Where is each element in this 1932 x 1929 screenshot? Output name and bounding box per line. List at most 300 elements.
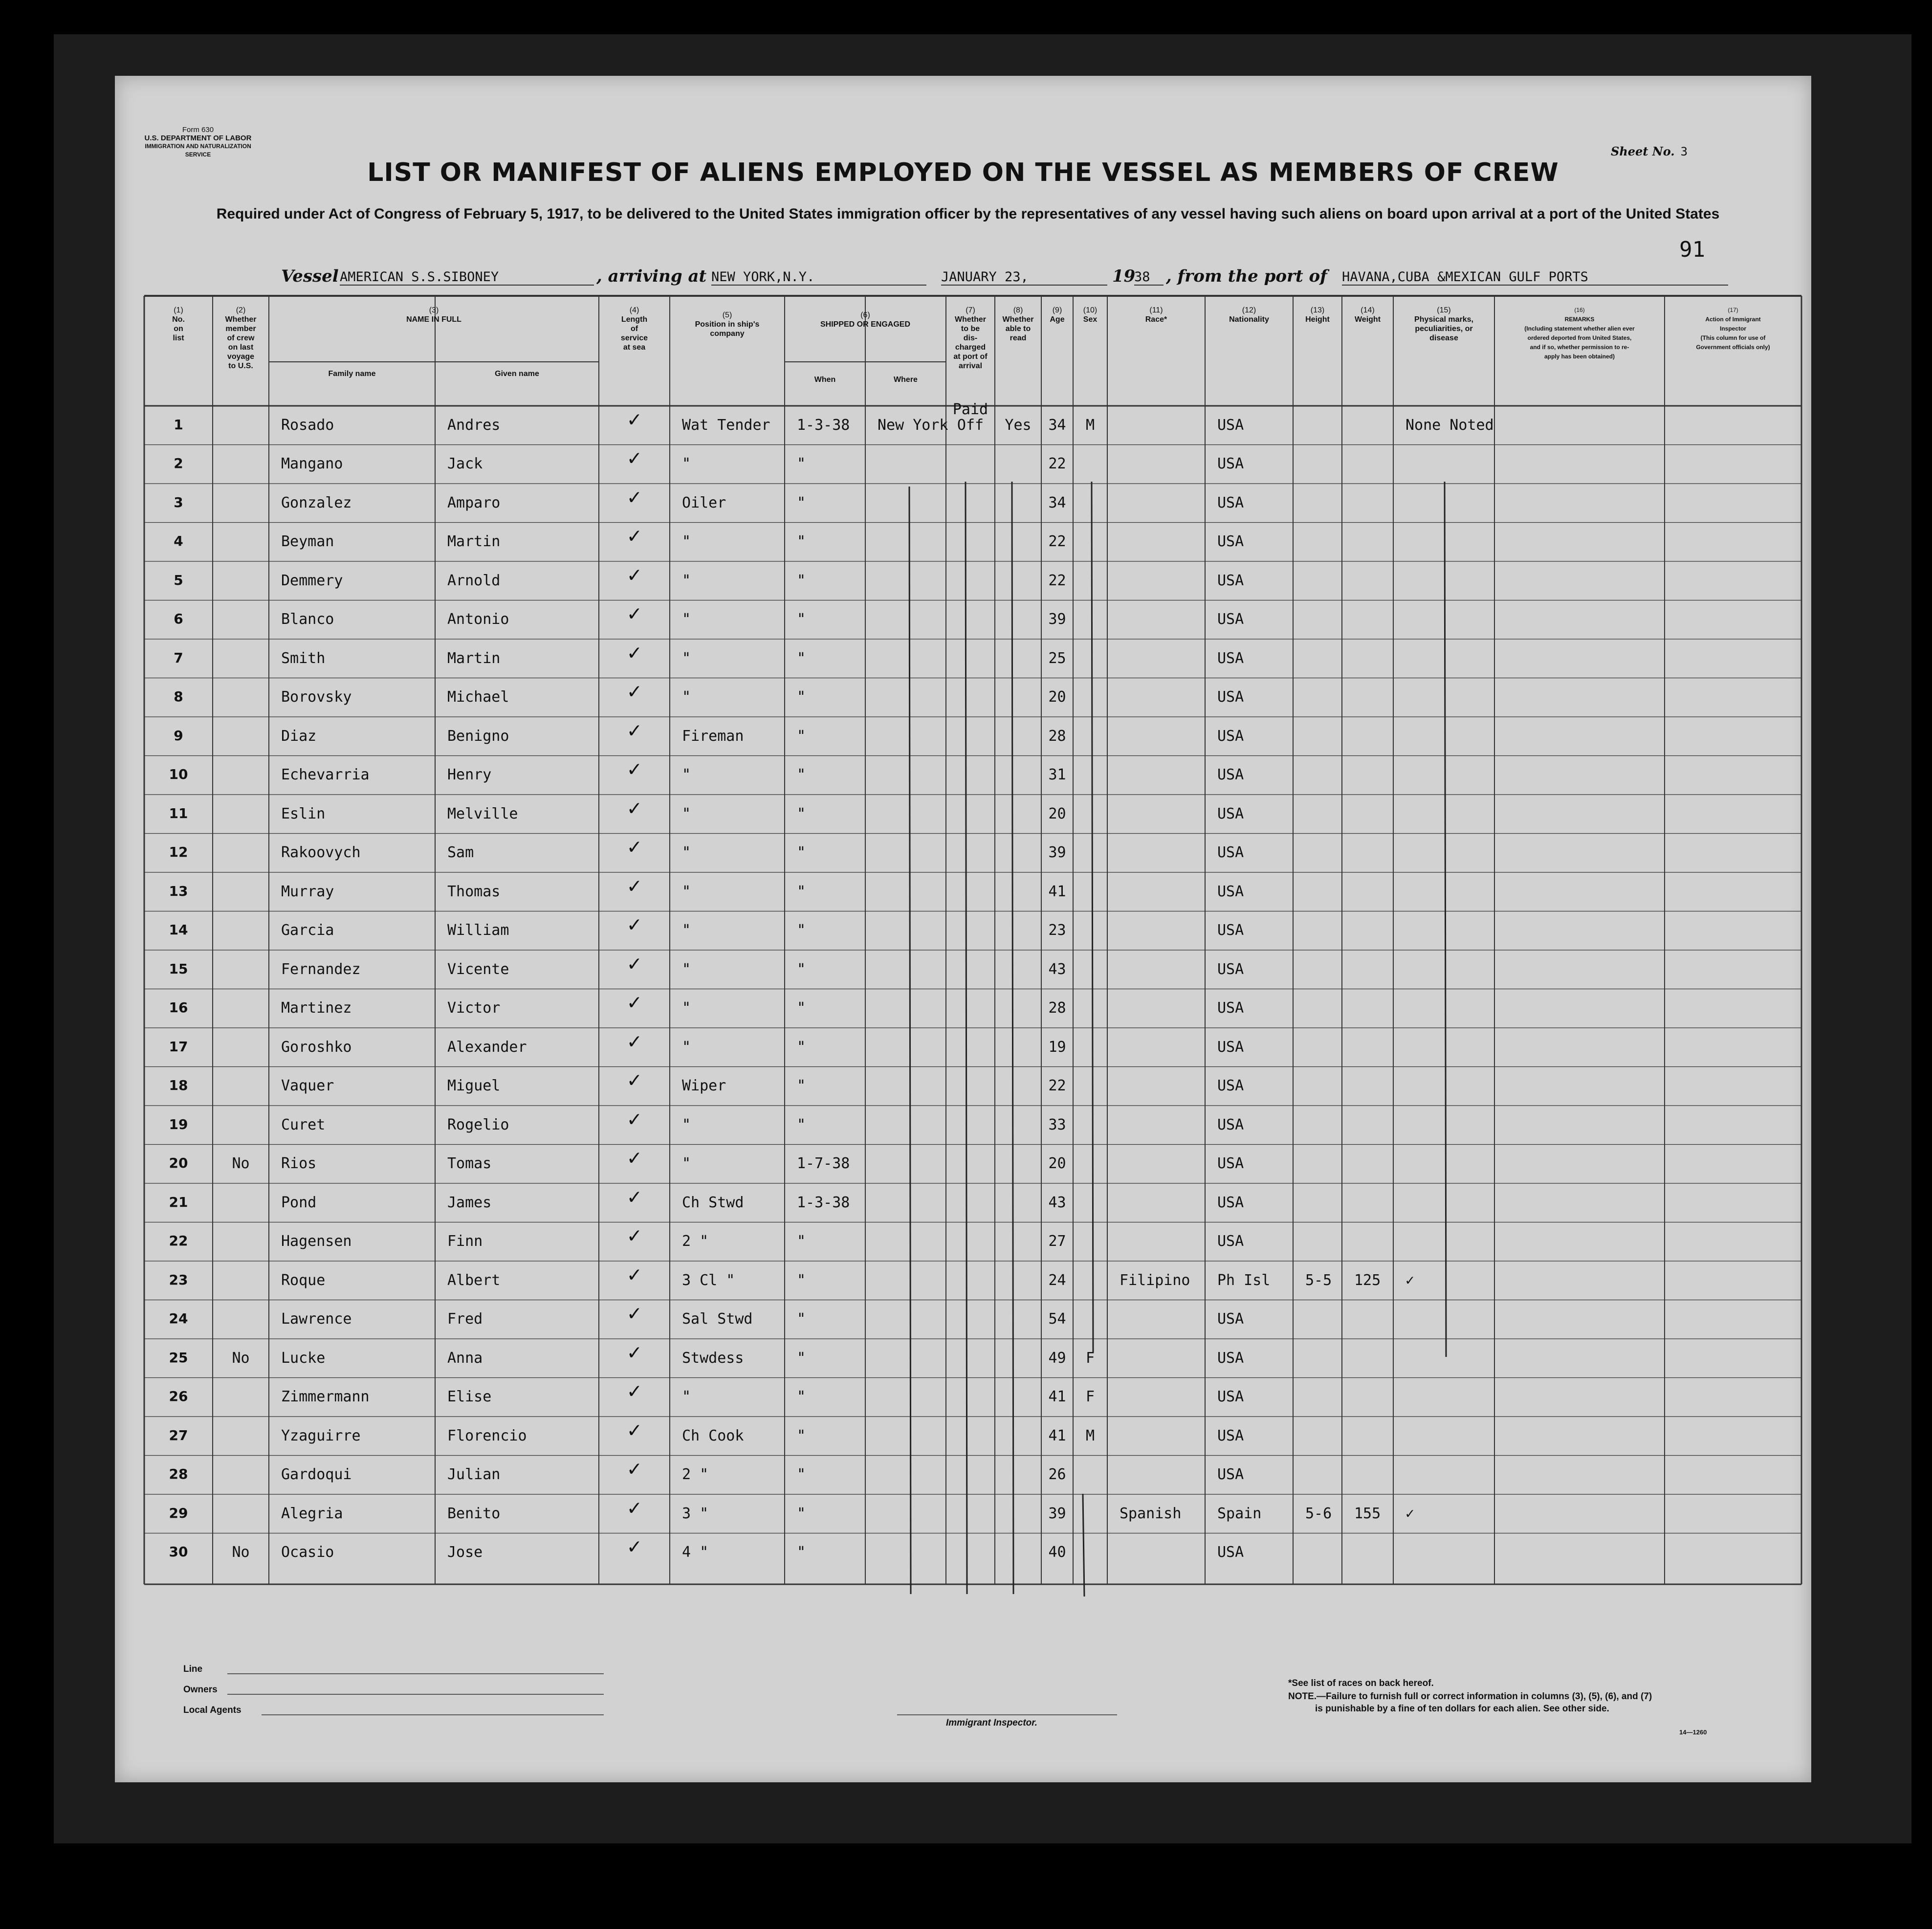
row-28-age: 26 — [1048, 1466, 1066, 1484]
form-department: U.S. DEPARTMENT OF LABOR — [144, 134, 252, 142]
row-22-family: Hagensen — [281, 1233, 352, 1250]
row-12-when: " — [797, 844, 806, 862]
row-21-nationality: USA — [1217, 1194, 1244, 1211]
row-4-when: " — [797, 533, 806, 551]
row-14-age: 23 — [1048, 922, 1066, 939]
row-2-when: " — [797, 455, 806, 473]
row-3-no: 3 — [174, 494, 183, 510]
row-21-position: Ch Stwd — [682, 1194, 744, 1211]
row-27-when: " — [797, 1427, 806, 1444]
row-30-position: 4 " — [682, 1544, 709, 1561]
row-22-position: 2 " — [682, 1233, 709, 1250]
row-15-nationality: USA — [1217, 960, 1244, 978]
row-6-age: 39 — [1048, 611, 1066, 628]
row-1-service: ✓ — [628, 406, 641, 432]
row-1-when: 1-3-38 — [797, 416, 850, 434]
row-8-no: 8 — [174, 688, 183, 705]
year-prefix: 19 — [1112, 266, 1136, 286]
header-c10: (10) Sex — [1083, 306, 1098, 324]
row-20-position: " — [682, 1155, 691, 1173]
row-22-given: Finn — [447, 1233, 483, 1250]
row-12-no: 12 — [169, 844, 188, 861]
row-4-position: " — [682, 533, 691, 551]
header-c3: (3) NAME IN FULL — [406, 306, 461, 324]
header-c6a: When — [814, 376, 836, 384]
row-24-no: 24 — [169, 1310, 188, 1327]
row-3-family: Gonzalez — [281, 494, 352, 511]
row-20-no: 20 — [169, 1155, 188, 1172]
row-24-age: 54 — [1048, 1310, 1066, 1328]
row-8-service: ✓ — [628, 679, 641, 704]
row-25-when: " — [797, 1349, 806, 1367]
row-14-when: " — [797, 922, 806, 939]
row-30-age: 40 — [1048, 1544, 1066, 1561]
row-18-no: 18 — [169, 1077, 188, 1094]
row-10-when: " — [797, 766, 806, 784]
sheet-label: Sheet No. — [1611, 144, 1675, 158]
row-9-service: ✓ — [628, 717, 641, 743]
row-25-position: Stwdess — [682, 1349, 744, 1367]
from-value: HAVANA,CUBA &MEXICAN GULF PORTS — [1342, 269, 1728, 286]
row-25-prev: No — [232, 1349, 250, 1367]
row-29-no: 29 — [169, 1505, 188, 1521]
row-27-nationality: USA — [1217, 1427, 1244, 1444]
row-28-given: Julian — [447, 1466, 501, 1484]
row-13-family: Murray — [281, 883, 334, 900]
row-11-no: 11 — [169, 805, 188, 821]
row-21-when: 1-3-38 — [797, 1194, 850, 1211]
row-17-age: 19 — [1048, 1038, 1066, 1056]
row-18-when: " — [797, 1077, 806, 1095]
row-28-no: 28 — [169, 1466, 188, 1483]
header-c15: (15) Physical marks, peculiarities, or disease — [1414, 306, 1473, 342]
row-9-no: 9 — [174, 727, 183, 744]
row-27-sex: M — [1085, 1427, 1095, 1444]
row-14-family: Garcia — [281, 922, 334, 939]
row-3-age: 34 — [1048, 494, 1066, 511]
row-14-position: " — [682, 922, 691, 939]
row-12-given: Sam — [447, 844, 474, 862]
row-28-service: ✓ — [628, 1456, 641, 1482]
row-11-nationality: USA — [1217, 805, 1244, 822]
row-21-given: James — [447, 1194, 492, 1211]
row-27-position: Ch Cook — [682, 1427, 744, 1444]
row-1-sex: M — [1085, 416, 1095, 434]
row-8-family: Borovsky — [281, 688, 352, 706]
row-1-where: New York — [878, 416, 948, 434]
row-10-family: Echevarria — [281, 766, 370, 784]
row-8-age: 20 — [1048, 688, 1066, 706]
form-number: Form 630 — [182, 126, 214, 134]
row-30-when: " — [797, 1544, 806, 1561]
row-17-no: 17 — [169, 1038, 188, 1055]
header-c11: (11) Race* — [1145, 306, 1167, 324]
row-1-given: Andres — [447, 416, 501, 434]
row-20-age: 20 — [1048, 1155, 1066, 1173]
row-16-position: " — [682, 999, 691, 1017]
row-27-no: 27 — [169, 1427, 188, 1443]
row-11-family: Eslin — [281, 805, 326, 822]
row-30-family: Ocasio — [281, 1544, 334, 1561]
row-1-family: Rosado — [281, 416, 334, 434]
row-16-no: 16 — [169, 999, 188, 1016]
header-c1: (1) No. on list — [172, 306, 185, 342]
arriving-value: NEW YORK,N.Y. — [711, 269, 926, 286]
row-14-nationality: USA — [1217, 922, 1244, 939]
row-7-when: " — [797, 649, 806, 667]
row-24-family: Lawrence — [281, 1310, 352, 1328]
row-12-family: Rakoovych — [281, 844, 361, 862]
header-c12: (12) Nationality — [1229, 306, 1269, 324]
row-17-given: Alexander — [447, 1038, 527, 1056]
row-13-service: ✓ — [628, 873, 641, 898]
row-29-when: " — [797, 1505, 806, 1522]
header-c8: (8) Whether able to read — [1002, 306, 1034, 342]
row-25-given: Anna — [447, 1349, 483, 1367]
row-16-service: ✓ — [628, 990, 641, 1015]
row-28-when: " — [797, 1466, 806, 1484]
row-21-service: ✓ — [628, 1184, 641, 1209]
row-23-age: 24 — [1048, 1271, 1066, 1289]
row-2-no: 2 — [174, 455, 183, 472]
row-30-prev: No — [232, 1544, 250, 1561]
row-29-age: 39 — [1048, 1505, 1066, 1522]
header-c6b: Where — [894, 376, 918, 384]
row-22-no: 22 — [169, 1233, 188, 1249]
row-2-given: Jack — [447, 455, 483, 473]
row-1-age: 34 — [1048, 416, 1066, 434]
row-13-when: " — [797, 883, 806, 900]
row-19-no: 19 — [169, 1116, 188, 1132]
row-10-no: 10 — [169, 766, 188, 783]
row-5-age: 22 — [1048, 572, 1066, 589]
row-25-family: Lucke — [281, 1349, 326, 1367]
row-11-given: Melville — [447, 805, 518, 822]
row-23-family: Roque — [281, 1271, 326, 1289]
row-22-age: 27 — [1048, 1233, 1066, 1250]
row-9-age: 28 — [1048, 727, 1066, 745]
row-10-nationality: USA — [1217, 766, 1244, 784]
row-25-age: 49 — [1048, 1349, 1066, 1367]
row-24-service: ✓ — [628, 1301, 641, 1326]
row-28-family: Gardoqui — [281, 1466, 352, 1484]
row-18-position: Wiper — [682, 1077, 726, 1095]
row-24-position: Sal Stwd — [682, 1310, 753, 1328]
row-23-race: Filipino — [1120, 1271, 1190, 1289]
from-label: , from the port of — [1166, 266, 1327, 286]
row-5-nationality: USA — [1217, 572, 1244, 589]
header-c16: (16) REMARKS (Including statement whether alien ever ordered deported from United States, and if so, whether permission to re- apply has been obtained) — [1524, 307, 1635, 360]
row-7-given: Martin — [447, 649, 501, 667]
row-20-family: Rios — [281, 1155, 317, 1173]
row-20-nationality: USA — [1217, 1155, 1244, 1173]
row-5-when: " — [797, 572, 806, 589]
row-2-family: Mangano — [281, 455, 343, 473]
row-23-nationality: Ph Isl — [1217, 1271, 1271, 1289]
local-agents-label: Local Agents — [183, 1705, 242, 1715]
row-21-family: Pond — [281, 1194, 317, 1211]
row-13-position: " — [682, 883, 691, 900]
row-29-marks: ✓ — [1405, 1505, 1415, 1522]
row-15-age: 43 — [1048, 960, 1066, 978]
row-23-service: ✓ — [628, 1262, 641, 1287]
row-4-age: 22 — [1048, 533, 1066, 551]
row-11-when: " — [797, 805, 806, 822]
row-1-nationality: USA — [1217, 416, 1244, 434]
row-27-age: 41 — [1048, 1427, 1066, 1444]
row-18-service: ✓ — [628, 1067, 641, 1093]
row-20-prev: No — [232, 1155, 250, 1173]
row-17-service: ✓ — [628, 1028, 641, 1054]
races-note: *See list of races on back hereof. — [1288, 1678, 1434, 1688]
header-c6: (6) SHIPPED OR ENGAGED — [820, 311, 911, 329]
header-c5: (5) Position in ship's company — [695, 311, 760, 338]
vessel-label: Vessel — [281, 266, 339, 286]
row-29-service: ✓ — [628, 1495, 641, 1520]
vessel-value: AMERICAN S.S.SIBONEY — [340, 269, 594, 286]
line-label: Line — [183, 1664, 203, 1674]
row-8-when: " — [797, 688, 806, 706]
page-subtitle: Required under Act of Congress of February 5, 1917, to be delivered to the United States immigration officer by the representatives of any vessel having such aliens on board upon arrival at a port of the United States — [216, 206, 1720, 222]
row-12-position: " — [682, 844, 691, 862]
row-3-nationality: USA — [1217, 494, 1244, 511]
row-25-no: 25 — [169, 1349, 188, 1366]
row-9-given: Benigno — [447, 727, 509, 745]
row-18-age: 22 — [1048, 1077, 1066, 1095]
row-20-given: Tomas — [447, 1155, 492, 1173]
row-19-position: " — [682, 1116, 691, 1133]
page-title: LIST OR MANIFEST OF ALIENS EMPLOYED ON THE VESSEL AS MEMBERS OF CREW — [367, 158, 1559, 187]
row-15-service: ✓ — [628, 951, 641, 976]
row-30-no: 30 — [169, 1544, 188, 1560]
row-5-service: ✓ — [628, 562, 641, 587]
row-4-no: 4 — [174, 533, 183, 550]
header-c3a: Family name — [328, 370, 376, 378]
row-29-position: 3 " — [682, 1505, 709, 1522]
inspector-label: Immigrant Inspector. — [946, 1718, 1037, 1728]
form-service: IMMIGRATION AND NATURALIZATION SERVICE — [145, 143, 251, 158]
row-29-height: 5-6 — [1305, 1505, 1332, 1522]
row-26-position: " — [682, 1388, 691, 1406]
row-26-no: 26 — [169, 1388, 188, 1405]
row-3-service: ✓ — [628, 484, 641, 510]
row-26-sex: F — [1085, 1388, 1095, 1406]
form-code: 14—1260 — [1679, 1729, 1707, 1736]
row-16-nationality: USA — [1217, 999, 1244, 1017]
row-1-marks: None Noted — [1405, 416, 1494, 434]
header-c7: (7) Whether to be dis- charged at port of arrival — [953, 306, 988, 370]
header-c13: (13) Height — [1305, 306, 1330, 324]
row-23-height: 5-5 — [1305, 1271, 1332, 1289]
row-7-age: 25 — [1048, 649, 1066, 667]
row-5-position: " — [682, 572, 691, 589]
row-6-no: 6 — [174, 611, 183, 627]
arrival-date: JANUARY 23, — [941, 269, 1107, 286]
row-26-nationality: USA — [1217, 1388, 1244, 1406]
row-10-age: 31 — [1048, 766, 1066, 784]
row-21-age: 43 — [1048, 1194, 1066, 1211]
row-17-nationality: USA — [1217, 1038, 1244, 1056]
row-7-no: 7 — [174, 649, 183, 666]
row-20-service: ✓ — [628, 1145, 641, 1171]
row-27-family: Yzaguirre — [281, 1427, 361, 1444]
row-26-family: Zimmermann — [281, 1388, 370, 1406]
row-29-weight: 155 — [1354, 1505, 1381, 1522]
row-22-when: " — [797, 1233, 806, 1250]
row-23-position: 3 Cl " — [682, 1271, 735, 1289]
row-10-position: " — [682, 766, 691, 784]
row-6-given: Antonio — [447, 611, 509, 628]
row-16-when: " — [797, 999, 806, 1017]
row-7-family: Smith — [281, 649, 326, 667]
row-20-when: 1-7-38 — [797, 1155, 850, 1173]
row-24-nationality: USA — [1217, 1310, 1244, 1328]
row-17-when: " — [797, 1038, 806, 1056]
row-11-age: 20 — [1048, 805, 1066, 822]
row-14-service: ✓ — [628, 912, 641, 937]
row-13-given: Thomas — [447, 883, 501, 900]
row-6-nationality: USA — [1217, 611, 1244, 628]
row-26-given: Elise — [447, 1388, 492, 1406]
row-15-family: Fernandez — [281, 960, 361, 978]
row-7-service: ✓ — [628, 640, 641, 665]
row-6-when: " — [797, 611, 806, 628]
row-7-nationality: USA — [1217, 649, 1244, 667]
row-7-position: " — [682, 649, 691, 667]
row-1-position: Wat Tender — [682, 416, 770, 434]
header-c9: (9) Age — [1050, 306, 1065, 324]
row-16-family: Martinez — [281, 999, 352, 1017]
row-11-service: ✓ — [628, 795, 641, 820]
row-15-position: " — [682, 960, 691, 978]
row-5-family: Demmery — [281, 572, 343, 589]
row-8-nationality: USA — [1217, 688, 1244, 706]
row-29-family: Alegria — [281, 1505, 343, 1522]
row-18-family: Vaquer — [281, 1077, 334, 1095]
row-6-position: " — [682, 611, 691, 628]
row-9-position: Fireman — [682, 727, 744, 745]
row-8-given: Michael — [447, 688, 509, 706]
row-1-read: Yes — [1005, 416, 1032, 434]
row-2-nationality: USA — [1217, 455, 1244, 473]
row-8-position: " — [682, 688, 691, 706]
row-3-when: " — [797, 494, 806, 511]
row-18-given: Miguel — [447, 1077, 501, 1095]
header-c3b: Given name — [495, 370, 539, 378]
row-28-position: 2 " — [682, 1466, 709, 1484]
row-25-service: ✓ — [628, 1339, 641, 1365]
row-5-no: 5 — [174, 572, 183, 588]
row-1-discharged: Paid Off — [952, 400, 988, 434]
arriving-label: , arriving at — [596, 266, 707, 286]
row-29-given: Benito — [447, 1505, 501, 1522]
row-22-service: ✓ — [628, 1223, 641, 1248]
row-3-position: Oiler — [682, 494, 726, 511]
row-17-position: " — [682, 1038, 691, 1056]
row-27-given: Florencio — [447, 1427, 527, 1444]
row-6-family: Blanco — [281, 611, 334, 628]
row-4-nationality: USA — [1217, 533, 1244, 551]
row-23-when: " — [797, 1271, 806, 1289]
row-12-service: ✓ — [628, 834, 641, 860]
row-4-given: Martin — [447, 533, 501, 551]
page-number: 91 — [1679, 237, 1705, 262]
row-12-age: 39 — [1048, 844, 1066, 862]
row-23-given: Albert — [447, 1271, 501, 1289]
year-value: 38 — [1134, 269, 1164, 286]
row-23-no: 23 — [169, 1271, 188, 1288]
row-25-nationality: USA — [1217, 1349, 1244, 1367]
row-9-nationality: USA — [1217, 727, 1244, 745]
row-26-service: ✓ — [628, 1378, 641, 1404]
row-24-when: " — [797, 1310, 806, 1328]
penalty-note: NOTE.—Failure to furnish full or correct information in columns (3), (5), (6), and (7) — [1288, 1691, 1652, 1702]
row-4-service: ✓ — [628, 523, 641, 549]
row-1-no: 1 — [174, 416, 183, 433]
row-30-service: ✓ — [628, 1534, 641, 1559]
row-29-nationality: Spain — [1217, 1505, 1262, 1522]
row-3-given: Amparo — [447, 494, 501, 511]
row-12-nationality: USA — [1217, 844, 1244, 862]
row-29-race: Spanish — [1120, 1505, 1182, 1522]
row-27-service: ✓ — [628, 1417, 641, 1442]
row-5-given: Arnold — [447, 572, 501, 589]
row-26-age: 41 — [1048, 1388, 1066, 1406]
row-10-service: ✓ — [628, 756, 641, 782]
row-23-weight: 125 — [1354, 1271, 1381, 1289]
row-17-family: Goroshko — [281, 1038, 352, 1056]
row-19-when: " — [797, 1116, 806, 1133]
row-4-family: Beyman — [281, 533, 334, 551]
row-19-service: ✓ — [628, 1106, 641, 1131]
row-2-age: 22 — [1048, 455, 1066, 473]
header-c17: (17) Action of Immigrant Inspector (This column for use of Government officials only) — [1696, 307, 1770, 351]
header-c2: (2) Whether member of crew on last voyage to U.S. — [225, 306, 257, 370]
owners-label: Owners — [183, 1685, 218, 1695]
row-30-given: Jose — [447, 1544, 483, 1561]
row-13-no: 13 — [169, 883, 188, 899]
row-25-sex: F — [1085, 1349, 1095, 1367]
row-19-age: 33 — [1048, 1116, 1066, 1133]
header-c14: (14) Weight — [1354, 306, 1381, 324]
row-15-no: 15 — [169, 960, 188, 977]
row-15-when: " — [797, 960, 806, 978]
row-18-nationality: USA — [1217, 1077, 1244, 1095]
row-24-given: Fred — [447, 1310, 483, 1328]
row-13-age: 41 — [1048, 883, 1066, 900]
manifest-page — [115, 76, 1811, 1782]
row-28-nationality: USA — [1217, 1466, 1244, 1484]
row-10-given: Henry — [447, 766, 492, 784]
row-22-nationality: USA — [1217, 1233, 1244, 1250]
row-19-nationality: USA — [1217, 1116, 1244, 1133]
row-6-service: ✓ — [628, 601, 641, 626]
row-16-given: Victor — [447, 999, 501, 1017]
header-c4: (4) Length of service at sea — [620, 306, 648, 352]
row-19-family: Curet — [281, 1116, 326, 1133]
row-19-given: Rogelio — [447, 1116, 509, 1133]
row-14-given: William — [447, 922, 509, 939]
row-9-family: Diaz — [281, 727, 317, 745]
penalty-note-cont: is punishable by a fine of ten dollars for each alien. See other side. — [1315, 1704, 1609, 1714]
row-21-no: 21 — [169, 1194, 188, 1210]
row-14-no: 14 — [169, 922, 188, 938]
row-9-when: " — [797, 727, 806, 745]
row-2-position: " — [682, 455, 691, 473]
row-23-marks: ✓ — [1405, 1271, 1415, 1289]
sheet-value: 3 — [1680, 145, 1688, 158]
row-2-service: ✓ — [628, 445, 641, 471]
